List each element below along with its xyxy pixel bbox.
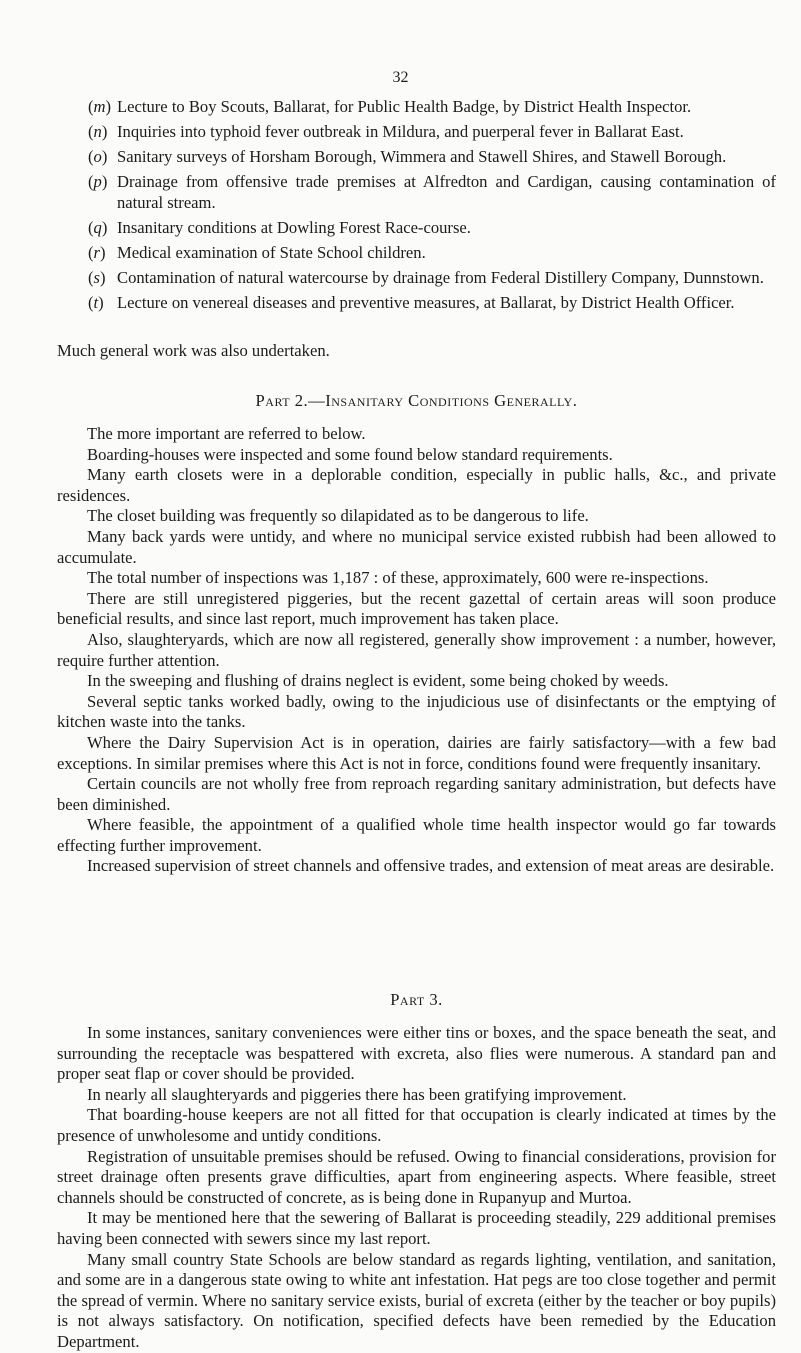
list-item-label: (s) — [88, 268, 106, 288]
paragraph: Many earth closets were in a deplorable condition, especially in public halls, &c., and private residences. — [57, 465, 776, 505]
activity-list — [88, 97, 776, 318]
paragraph: Where feasible, the appointment of a qualified whole time health inspector would go far towards effecting further improvement. — [57, 815, 776, 855]
paragraph: In the sweeping and flushing of drains neglect is evident, some being choked by weeds. — [87, 671, 669, 691]
list-item-label: (t) — [88, 293, 104, 313]
paragraph: Where the Dairy Supervision Act is in operation, dairies are fairly satisfactory—with a few bad exceptions. In similar premises where this Act is not in force, conditions found were frequently insanitary. — [57, 732, 776, 773]
list-closing: Much general work was also undertaken. — [57, 341, 330, 360]
list-item — [88, 122, 776, 143]
paragraph: The total number of inspections was 1,187 : of these, approximately, 600 were re-inspections. — [87, 568, 709, 588]
list-item-text: Sanitary surveys of Horsham Borough, Wimmera and Stawell Shires, and Stawell Borough. — [117, 147, 727, 167]
list-item-label: (p) — [88, 172, 108, 192]
paragraph: Also, slaughteryards, which are now all registered, generally show improvement : a number, however, require further attention. — [57, 629, 776, 670]
list-item-text: Inquiries into typhoid fever outbreak in Mildura, and puerperal fever in Ballarat East. — [117, 122, 684, 142]
list-item — [88, 293, 776, 314]
list-item — [88, 218, 776, 239]
list-item — [88, 97, 776, 118]
part-2-section — [57, 391, 776, 412]
list-item-label: (r) — [88, 243, 106, 263]
paragraph: There are still unregistered piggeries, but the recent gazettal of certain areas will soon produce beneficial results, and since last report, much improvement has taken place. — [57, 588, 776, 629]
paragraph: The closet building was frequently so dilapidated as to be dangerous to life. — [87, 506, 589, 526]
list-item-text: Lecture to Boy Scouts, Ballarat, for Public Health Badge, by District Health Inspector. — [117, 97, 692, 116]
list-item-label: (o) — [88, 147, 108, 167]
list-item-text: Medical examination of State School children. — [117, 243, 426, 263]
paragraph: Boarding-houses were inspected and some found below standard requirements. — [87, 444, 613, 464]
paragraph: In nearly all slaughteryards and piggeries there has been gratifying improvement. — [87, 1084, 627, 1104]
list-item-label: (m) — [88, 97, 112, 116]
paragraph: In some instances, sanitary conveniences were either tins or boxes, and the space beneath the seat, and surrounding the receptacle was bespattered with excreta, also flies were numerous. A standard pan and proper seat flap or cover should be provided. — [57, 1023, 776, 1084]
page-number: 32 — [392, 69, 409, 86]
part-3-heading: Part 3. — [390, 990, 443, 1009]
paragraph: The more important are referred to below. — [87, 424, 366, 443]
paragraph: That boarding-house keepers are not all fitted for that occupation is clearly indicated at times by the presence of unwholesome and untidy conditions. — [57, 1105, 776, 1145]
list-item — [88, 172, 776, 213]
list-item-text: Lecture on venereal diseases and preventive measures, at Ballarat, by District Health Officer. — [117, 293, 735, 313]
list-item-label: (n) — [88, 122, 108, 142]
paragraph: Increased supervision of street channels and offensive trades, and extension of meat areas are desirable. — [87, 856, 775, 876]
paragraph: Certain councils are not wholly free from reproach regarding sanitary administration, but defects have been diminished. — [57, 774, 776, 814]
list-item — [88, 147, 776, 168]
paragraph: Registration of unsuitable premises should be refused. Owing to financial considerations, provision for street drainage often presents grave difficulties, apart from engineering aspects. Where feasible, street channels should be constructed of concrete, as is being done in Rupanyup and Murtoa. — [57, 1146, 776, 1207]
part-2-body — [57, 424, 776, 877]
list-item-text: Contamination of natural watercourse by drainage from Federal Distillery Company, Dunnstown. — [117, 268, 764, 288]
part-3-section — [57, 990, 776, 1011]
paragraph: Many small country State Schools are below standard as regards lighting, ventilation, and sanitation, and some are in a dangerous state owing to white ant infestation. Hat pegs are too close together and permit the spread of vermin. Where no sanitary service exists, burial of excreta (either by the teacher or boy pupils) is not always satisfactory. On notification, specified defects have been remedied by the Education Department. — [57, 1249, 776, 1351]
list-item-label: (q) — [88, 217, 108, 237]
paragraph: Many back yards were untidy, and where no municipal service existed rubbish had been allowed to accumulate. — [57, 526, 776, 567]
paragraph: It may be mentioned here that the sewering of Ballarat is proceeding steadily, 229 additional premises having been connected with sewers since my last report. — [57, 1208, 776, 1248]
list-item — [88, 243, 776, 264]
list-item-text: Drainage from offensive trade premises at Alfredton and Cardigan, causing contamination of natural stream. — [117, 172, 776, 212]
paragraph: Several septic tanks worked badly, owing to the injudicious use of disinfectants or the emptying of kitchen waste into the tanks. — [57, 691, 776, 732]
part-2-heading: Part 2.—Insanitary Conditions Generally. — [255, 391, 578, 410]
list-item-text: Insanitary conditions at Dowling Forest Race-course. — [117, 217, 471, 237]
list-item — [88, 268, 776, 289]
part-3-body — [57, 1023, 776, 1353]
